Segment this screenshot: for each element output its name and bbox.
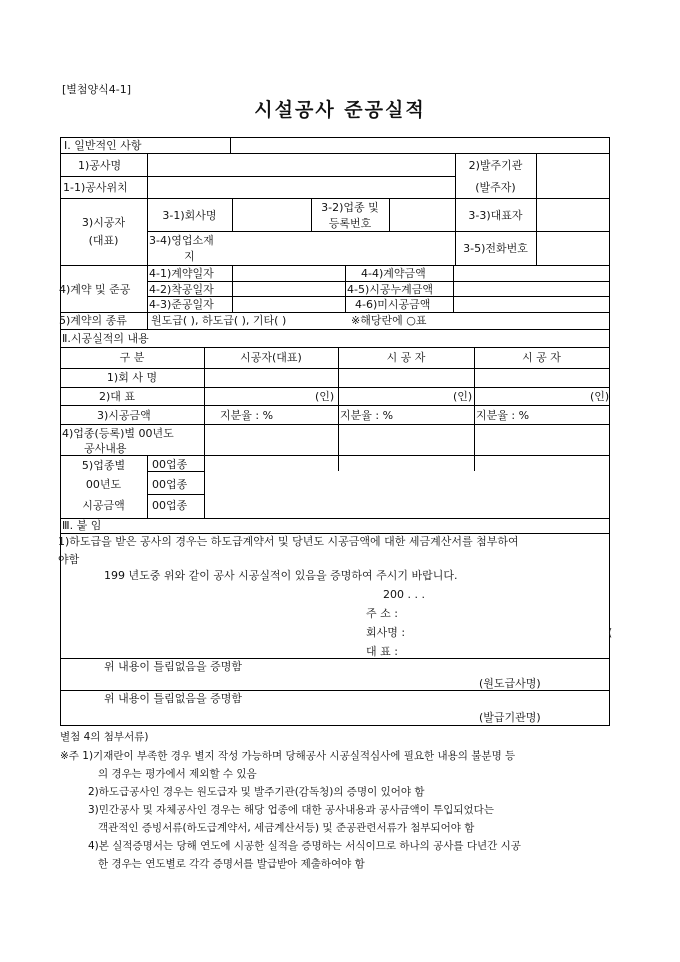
request-text: 199 년도중 위와 같이 공사 시공실적이 있음을 증명하여 주시기 바랍니다. — [104, 569, 458, 582]
col-contractor-3: 시 공 자 — [522, 351, 561, 364]
note-1-cont: 의 경우는 평가에서 제외할 수 있음 — [98, 768, 257, 780]
business-type-label: 3-2)업종 및 — [321, 201, 379, 214]
office-location-label-sub: 지 — [184, 250, 195, 263]
certify-text-2: 위 내용이 틀림없음을 증명함 — [104, 692, 243, 705]
seal-3: (인) — [590, 390, 610, 403]
certify-text-1: 위 내용이 틀림없음을 증명함 — [104, 660, 243, 673]
note-2: 2)하도급공사인 경우는 원도급자 및 발주기관(감독청)의 증명이 있어야 함 — [88, 786, 425, 798]
cumulative-amount-label: 4-5)시공누계금액 — [347, 283, 434, 296]
client-label-sub: (발주자) — [475, 181, 516, 194]
start-date-label: 4-2)착공일자 — [149, 283, 214, 296]
company-name-label: 3-1)회사명 — [162, 209, 217, 222]
contract-type-note: ※해당란에 ○표 — [351, 314, 427, 327]
contract-date-label: 4-1)계약일자 — [149, 267, 214, 280]
note-4: 4)본 실적증명서는 당해 연도에 시공한 실적을 증명하는 서식이므로 하나의 공사를 다년간 시공 — [88, 840, 521, 852]
sub-business-3: 00업종 — [152, 499, 188, 512]
col-contractor-rep: 시공자(대표) — [240, 351, 302, 364]
share-3: 지분율 : % — [476, 409, 530, 422]
contract-label: 4)계약 및 준공 — [59, 283, 131, 296]
sub-business-2: 00업종 — [152, 478, 188, 491]
section3-heading: Ⅲ. 붙 임 — [62, 519, 102, 532]
row-yearly-3: 시공금액 — [82, 499, 125, 512]
col-contractor-2: 시 공 자 — [386, 351, 426, 364]
section1-heading: Ⅰ. 일반적인 사항 — [64, 139, 142, 152]
page-title: 시설공사 준공실적 — [254, 99, 426, 121]
certifier-1: (원도급사명) — [479, 677, 541, 690]
share-2: 지분율 : % — [340, 409, 394, 422]
seal-1: (인) — [315, 390, 335, 403]
row-business-sub: 공사내용 — [84, 442, 127, 455]
row-yearly-2: 00년도 — [85, 478, 122, 491]
note-1: ※주 1)기재란이 부족한 경우 별지 작성 가능하며 당해공사 시공실적심사에 필요한 내용의 불분명 등 — [60, 750, 516, 762]
sub-business-1: 00업종 — [152, 458, 188, 471]
project-location-label: 1-1)공사위치 — [63, 181, 128, 194]
contractor-label-sub: (대표) — [88, 234, 119, 247]
contract-amount-label: 4-4)계약금액 — [361, 267, 426, 280]
seal-2: (인) — [453, 390, 473, 403]
company-label: 회사명 : — [366, 626, 406, 639]
certifier-2: (발급기관명) — [479, 711, 541, 724]
contract-type-options: 원도급( ), 하도급( ), 기타( ) — [151, 314, 287, 327]
representative-label: 3-3)대표자 — [468, 209, 523, 222]
contractor-label: 3)시공자 — [81, 216, 126, 229]
row-company: 1)회 사 명 — [106, 371, 158, 384]
date-text: 200 . . . — [383, 588, 425, 601]
contract-type-label: 5)계약의 종류 — [59, 314, 127, 327]
address-label: 주 소 : — [366, 607, 398, 620]
project-name-label: 1)공사명 — [78, 159, 122, 172]
section2-heading: Ⅱ.시공실적의 내용 — [62, 332, 149, 345]
row-amount: 3)시공금액 — [97, 409, 151, 422]
attach-line-1: 1)하도급을 받은 공사의 경우는 하도급계약서 및 당년도 시공금액에 대한 세금계산서를 첨부하여 — [58, 535, 519, 548]
row-yearly: 5)업종별 — [81, 459, 126, 472]
attach-line-2: 야함 — [58, 553, 80, 566]
share-1: 지분율 : % — [220, 409, 274, 422]
notes-heading: 별첨 4의 첨부서류) — [60, 731, 149, 743]
client-label: 2)발주기관 — [468, 159, 523, 172]
office-location-label: 3-4)영업소재 — [149, 234, 214, 247]
form-id: [별첨양식4-1] — [62, 83, 132, 96]
completion-date-label: 4-3)준공일자 — [149, 298, 214, 311]
rep-label: 대 표 : — [366, 645, 398, 658]
unfinished-amount-label: 4-6)미시공금액 — [355, 298, 431, 311]
right-paren: ( — [608, 626, 613, 639]
note-3-cont: 객관적인 증빙서류(하도급계약서, 세금계산서등) 및 준공관련서류가 첨부되어야 함 — [98, 822, 475, 834]
row-representative: 2)대 표 — [99, 390, 136, 403]
note-3: 3)민간공사 및 자체공사인 경우는 해당 업종에 대한 공사내용과 공사금액이 투입되었다는 — [88, 804, 494, 816]
note-4-cont: 한 경우는 연도별로 각각 증명서를 발급받아 제출하여야 함 — [98, 858, 365, 870]
col-category: 구 분 — [119, 351, 145, 364]
business-type-label-sub: 등록번호 — [328, 217, 372, 230]
row-business: 4)업종(등록)별 00년도 — [62, 427, 174, 440]
phone-label: 3-5)전화번호 — [463, 242, 528, 255]
